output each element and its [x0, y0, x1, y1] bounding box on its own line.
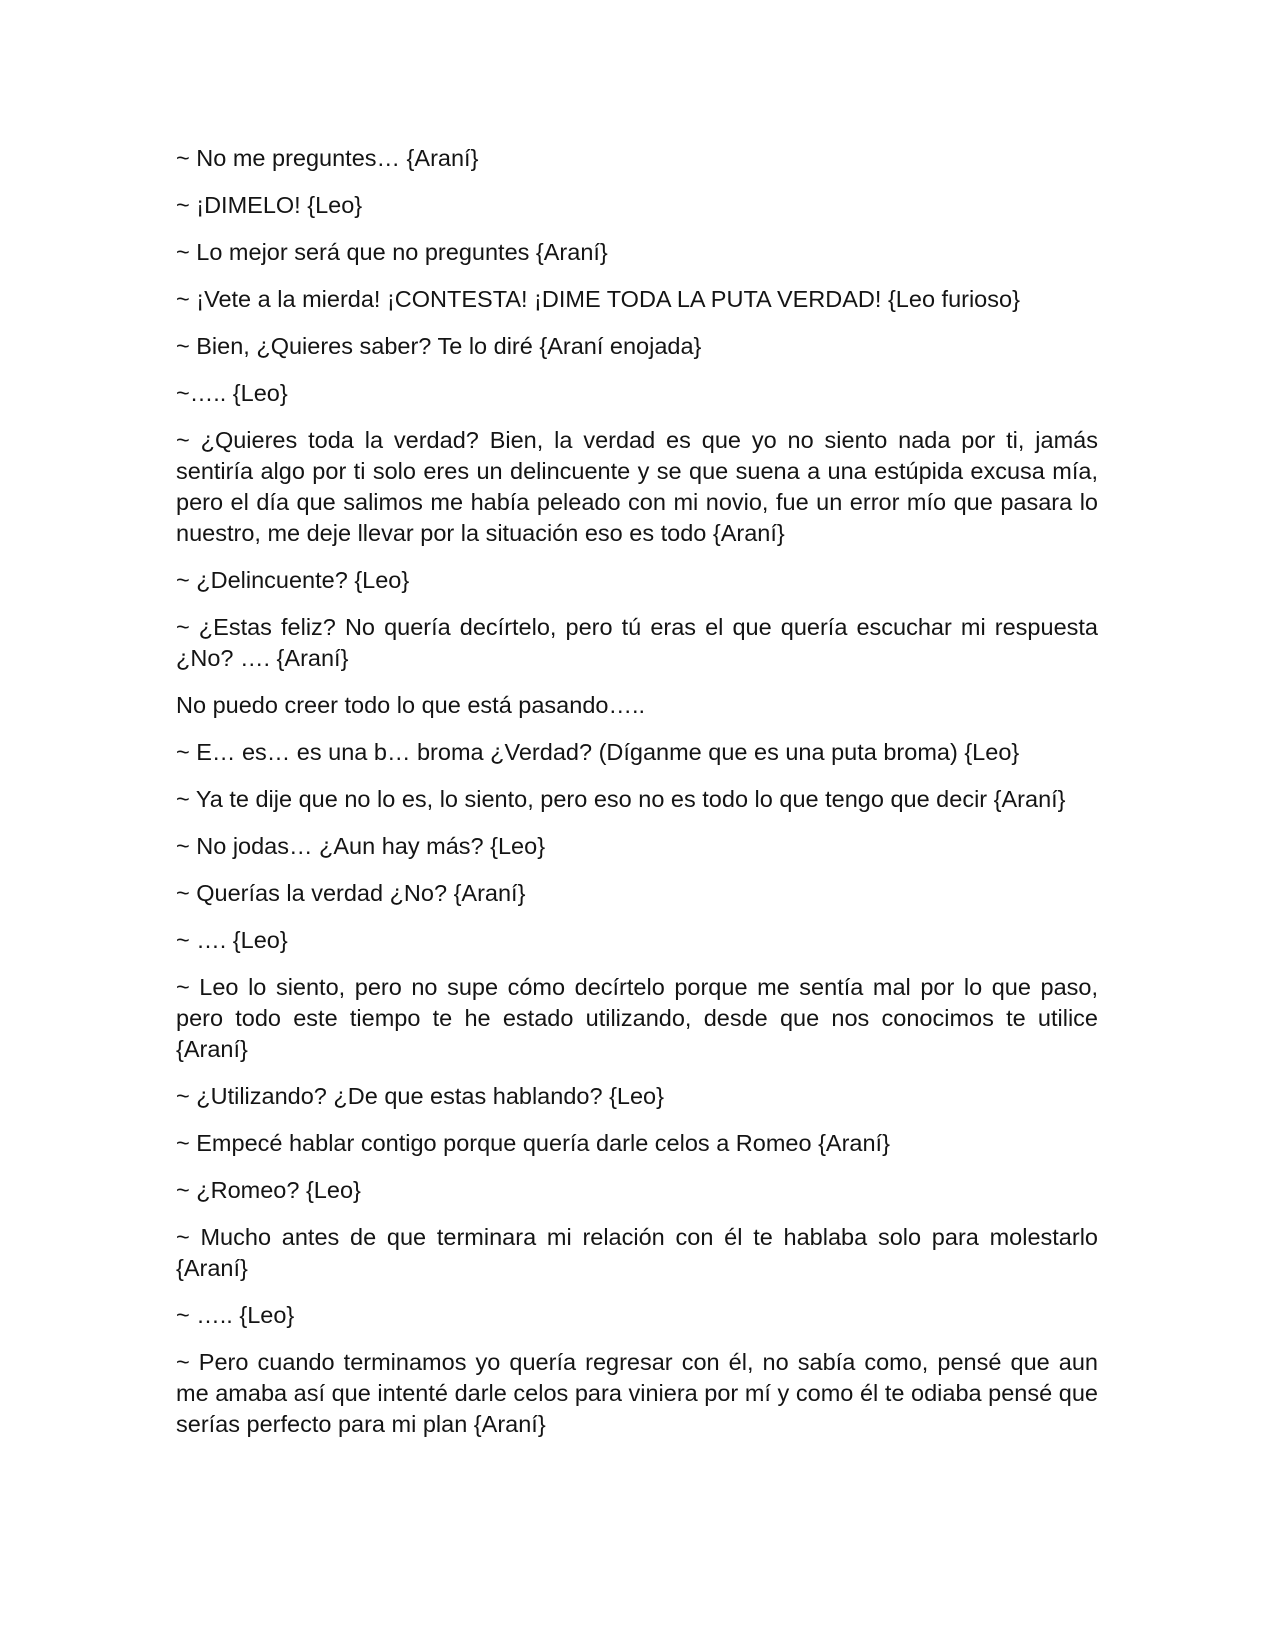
dialogue-line: ~ Pero cuando terminamos yo quería regresar con él, no sabía como, pensé que aun me amaba así que intenté darle celos para viniera por mí y como él te odiaba pensé que serías perfecto para mi plan {Araní}	[176, 1349, 1098, 1437]
dialogue-line: ~ Ya te dije que no lo es, lo siento, pero eso no es todo lo que tengo que decir {Araní}	[176, 786, 1066, 812]
narration-line: No puedo creer todo lo que está pasando…..	[176, 692, 646, 718]
dialogue-line: ~ No me preguntes… {Araní}	[176, 145, 479, 171]
dialogue-line: ~ ¿Romeo? {Leo}	[176, 1177, 361, 1203]
dialogue-line: ~ Empecé hablar contigo porque quería darle celos a Romeo {Araní}	[176, 1130, 890, 1156]
dialogue-line: ~ Querías la verdad ¿No? {Araní}	[176, 880, 526, 906]
dialogue-line: ~ ¡Vete a la mierda! ¡CONTESTA! ¡DIME TODA LA PUTA VERDAD! {Leo furioso}	[176, 286, 1020, 312]
dialogue-line: ~ ¿Quieres toda la verdad? Bien, la verdad es que yo no siento nada por ti, jamás sentiría algo por ti solo eres un delincuente y se que suena a una estúpida excusa mía, pero el día que salimos me había peleado con mi novio, fue un error mío que pasara lo nuestro, me deje llevar por la situación eso es todo {Araní}	[176, 427, 1098, 546]
dialogue-line: ~ Leo lo siento, pero no supe cómo decírtelo porque me sentía mal por lo que paso, pero todo este tiempo te he estado utilizando, desde que nos conocimos te utilice {Araní}	[176, 974, 1098, 1062]
dialogue-line: ~ …. {Leo}	[176, 927, 288, 953]
dialogue-line: ~ ¿Delincuente? {Leo}	[176, 567, 410, 593]
dialogue-line: ~ Bien, ¿Quieres saber? Te lo diré {Araní enojada}	[176, 333, 702, 359]
dialogue-line: ~ Mucho antes de que terminara mi relación con él te hablaba solo para molestarlo {Araní}	[176, 1224, 1098, 1281]
dialogue-line: ~ Lo mejor será que no preguntes {Araní}	[176, 239, 608, 265]
dialogue-line: ~ E… es… es una b… broma ¿Verdad? (Díganme que es una puta broma) {Leo}	[176, 739, 1020, 765]
dialogue-line: ~ ¿Estas feliz? No quería decírtelo, pero tú eras el que quería escuchar mi respuesta ¿No? …. {Araní}	[176, 614, 1098, 671]
dialogue-line: ~ ¿Utilizando? ¿De que estas hablando? {Leo}	[176, 1083, 664, 1109]
dialogue-line: ~ ¡DIMELO! {Leo}	[176, 192, 363, 218]
document-body	[176, 143, 1098, 1440]
dialogue-line: ~ ….. {Leo}	[176, 1302, 295, 1328]
dialogue-line: ~….. {Leo}	[176, 380, 288, 406]
dialogue-line: ~ No jodas… ¿Aun hay más? {Leo}	[176, 833, 546, 859]
